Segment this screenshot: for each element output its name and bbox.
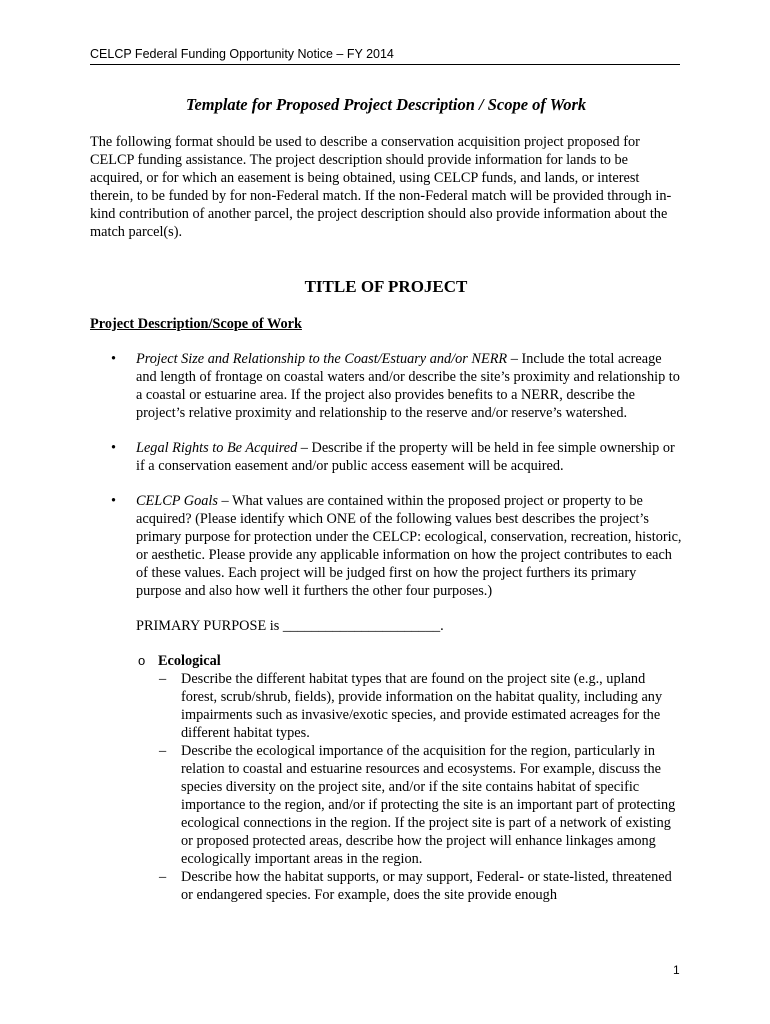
sub-item-ecological: [90, 652, 682, 670]
dash-item-text: Describe the ecological importance of the acquisition for the region, particularly in relation to coastal and estuarine resources and ecosystems. For example, discuss the species diversity on the project site, and/or if the site contains habitat of specific importance to the region, and/or if protecting the site is an important part of protecting ecological connections in the region. If the project site is part of a network of existing or proposed protected areas, describe how the project will enhance linkages among ecologically important areas in the region.: [181, 743, 676, 867]
intro-paragraph: The following format should be used to describe a conservation acquisition project proposed for CELCP funding assistance. The project description should provide information for lands to be acquired, or for which an easement is being obtained, using CELCP funds, and lands, or interest therein, to be funded by for non-Federal match. If the non-Federal match will be provided through in-kind contribution of another parcel, the project description should also provide information about the match parcel(s).: [90, 134, 672, 240]
bullet-marker: •: [111, 351, 117, 367]
dash-item-text: Describe the different habitat types that are found on the project site (e.g., upland forest, scrub/shrub, fields), provide information on the habitat quality, including any impairments such as invasive/exotic species, and provide estimated acreages for the different habitat types.: [181, 671, 663, 741]
dash-item-text: Describe how the habitat supports, or may support, Federal- or state-listed, threatened or endangered species. For example, does the site provide enough: [181, 869, 672, 903]
template-title: Template for Proposed Project Description / Scope of Work: [185, 95, 587, 114]
bullet-term: CELCP Goals: [136, 493, 218, 509]
project-title: TITLE OF PROJECT: [304, 277, 468, 296]
bullet-marker: •: [111, 493, 117, 509]
running-header: CELCP Federal Funding Opportunity Notice – FY 2014: [90, 47, 680, 65]
bullet-term: Project Size and Relationship to the Coast/Estuary and/or NERR: [136, 351, 508, 367]
circle-bullet-marker: o: [138, 653, 146, 668]
bullet-text: – What values are contained within the proposed project or property to be acquired? (Please identify which ONE of the following values best describes the project’s primary purpose for protection under the CELCP: ecological, conservation, recreation, historic, or aesthetic. Please provide any applicable information on how the project contributes to each of these values. Each project will be judged first on how the project furthers its primary purpose and also how well it furthers the other four purposes.): [136, 493, 682, 599]
dash-item: [90, 670, 682, 742]
document-body: [90, 95, 682, 904]
bullet-marker: •: [111, 440, 117, 456]
bullet-term: Legal Rights to Be Acquired: [136, 440, 298, 456]
dash-item: [90, 868, 682, 904]
primary-purpose-line: PRIMARY PURPOSE is ______________________.: [136, 618, 444, 634]
purpose-sub-list: [90, 652, 682, 670]
bullet-text: – Include the total acreage and length of frontage on coastal waters and/or describe the site’s proximity and relationship to a coastal or estuarine area. If the project also provides benefits to a NERR, describe the project’s relative proximity and relationship to the reserve and/or reserve’s watershed.: [136, 351, 680, 421]
dash-marker: –: [159, 671, 167, 687]
bullet-list: [90, 350, 682, 600]
bullet-item-celcp-goals: [90, 492, 682, 600]
bullet-text: – Describe if the property will be held in fee simple ownership or if a conservation easement and/or public access easement will be acquired.: [136, 440, 675, 474]
dash-marker: –: [159, 743, 167, 759]
dash-item: [90, 742, 682, 868]
section-heading: Project Description/Scope of Work: [90, 316, 302, 332]
bullet-item-legal-rights: [90, 439, 682, 475]
bullet-item-size: [90, 350, 682, 422]
page-number: 1: [673, 963, 680, 977]
dash-marker: –: [159, 869, 167, 885]
ecological-dash-list: [90, 670, 682, 904]
sub-item-label: Ecological: [158, 653, 221, 669]
